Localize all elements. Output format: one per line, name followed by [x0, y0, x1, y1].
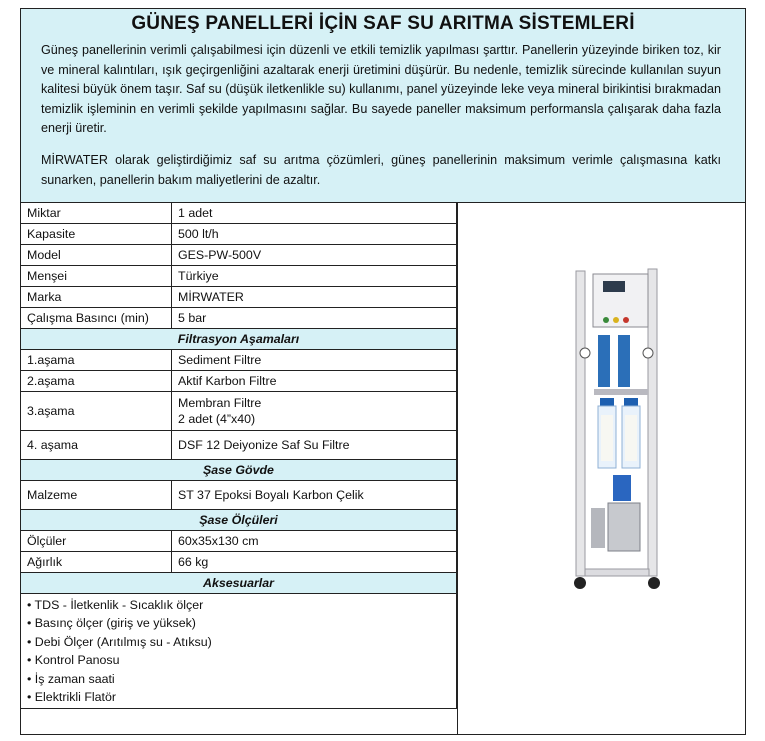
- control-display: [603, 281, 625, 292]
- accessories-heading: Aksesuarlar: [21, 573, 457, 594]
- spec-value: 5 bar: [172, 308, 457, 329]
- section-header-row: [21, 329, 457, 350]
- pump-motor: [608, 503, 640, 551]
- stage-value: Membran Filtre: [178, 396, 262, 410]
- stage-label: 1.aşama: [21, 350, 172, 371]
- spec-row: [21, 245, 457, 266]
- spec-value: 500 lt/h: [172, 224, 457, 245]
- product-image-cell: [457, 203, 745, 734]
- filtration-heading: Filtrasyon Aşamaları: [21, 329, 457, 350]
- spec-value: GES-PW-500V: [172, 245, 457, 266]
- stage-value: DSF 12 Deiyonize Saf Su Filtre: [172, 431, 457, 460]
- dimensions-heading: Şase Ölçüleri: [21, 510, 457, 531]
- dimensions-row: [21, 552, 457, 573]
- indicator-light: [613, 317, 619, 323]
- section-header-row: [21, 460, 457, 481]
- intro-paragraph-2: MİRWATER olarak geliştirdiğimiz saf su arıtma çözümleri, güneş panellerinin maksimum verimle çalışmasına katkı sunarken, panellerin bakım maliyetlerini de azaltır.: [41, 153, 721, 187]
- accessory-item: • Debi Ölçer (Arıtılmış su - Atıksu): [27, 634, 212, 649]
- frame-crossbar: [594, 389, 648, 395]
- dimension-value: 66 kg: [172, 552, 457, 573]
- stage-value-cell: [172, 392, 457, 431]
- pump-head: [613, 475, 631, 501]
- intro-paragraph-1: Güneş panellerinin verimli çalışabilmesi için düzenli ve etkili temizlik yapılması şarttır. Panellerin yüzeyinde biriken toz, kir ve mineral kalıntıları, ışık geçirgenliğini azaltarak enerji üretimini düşürür. Bu nedenle, temizlik sürecinde kullanılan suyun kalitesi büyük önem taşır. Saf su (düşük iletkenlikle su) kullanımı, panel yüzeyinde leke veya mineral birikintisi bırakmadan temizlik işleminin en verimli şekilde yapılmasını sağlar. Bu sayede paneller maksimum performansla çalışarak daha fazla enerji üretir.: [41, 43, 721, 136]
- membrane-housing: [598, 335, 610, 387]
- membrane-housing: [618, 335, 630, 387]
- stage-label: 3.aşama: [21, 392, 172, 431]
- spec-label: Marka: [21, 287, 172, 308]
- indicator-light: [623, 317, 629, 323]
- frame-base: [585, 569, 649, 576]
- chassis-value: ST 37 Epoksi Boyalı Karbon Çelik: [172, 481, 457, 510]
- caster-wheel: [574, 577, 586, 589]
- spec-label: Menşei: [21, 266, 172, 287]
- frame-left-post: [576, 271, 585, 576]
- pressure-gauge-icon: [580, 348, 590, 358]
- filtration-row: [21, 392, 457, 431]
- dimension-label: Ölçüler: [21, 531, 172, 552]
- filtration-row: [21, 431, 457, 460]
- spec-row: [21, 287, 457, 308]
- indicator-light: [603, 317, 609, 323]
- chassis-row: [21, 481, 457, 510]
- stage-value: Sediment Filtre: [172, 350, 457, 371]
- filtration-row: [21, 371, 457, 392]
- spec-row: [21, 266, 457, 287]
- section-header-row: [21, 510, 457, 531]
- accessories-row: [21, 594, 457, 709]
- water-purification-system-image: [458, 203, 744, 732]
- stage-value-detail: 2 adet (4”x40): [178, 412, 256, 426]
- spec-label: Model: [21, 245, 172, 266]
- spec-row: [21, 203, 457, 224]
- stage-label: 2.aşama: [21, 371, 172, 392]
- chassis-heading: Şase Gövde: [21, 460, 457, 481]
- filter-cartridge: [625, 415, 637, 461]
- filtration-row: [21, 350, 457, 371]
- spec-label: Çalışma Basıncı (min): [21, 308, 172, 329]
- page-title: GÜNEŞ PANELLERİ İÇİN SAF SU ARITMA SİSTEMLERİ: [131, 13, 635, 34]
- spec-value: MİRWATER: [172, 287, 457, 308]
- spec-row: [21, 224, 457, 245]
- accessory-item: • İş zaman saati: [27, 671, 115, 686]
- spec-table: [21, 203, 457, 709]
- accessories-list: [21, 594, 457, 709]
- caster-wheel: [648, 577, 660, 589]
- spec-value: 1 adet: [172, 203, 457, 224]
- accessory-item: • Basınç ölçer (giriş ve yüksek): [27, 616, 196, 631]
- frame-strut: [591, 508, 605, 548]
- spec-row: [21, 308, 457, 329]
- dimension-label: Ağırlık: [21, 552, 172, 573]
- stage-value: Aktif Karbon Filtre: [172, 371, 457, 392]
- filter-cap: [624, 398, 638, 406]
- stage-label: 4. aşama: [21, 431, 172, 460]
- spec-label: Kapasite: [21, 224, 172, 245]
- pressure-gauge-icon: [643, 348, 653, 358]
- filter-cartridge: [601, 415, 613, 461]
- accessory-item: • Kontrol Panosu: [27, 653, 120, 668]
- accessory-item: • TDS - İletkenlik - Sıcaklık ölçer: [27, 598, 204, 612]
- filter-cap: [600, 398, 614, 406]
- document-frame: [20, 8, 746, 735]
- frame-right-post: [648, 269, 657, 576]
- dimensions-row: [21, 531, 457, 552]
- intro-header: [21, 9, 745, 203]
- spec-label: Miktar: [21, 203, 172, 224]
- chassis-label: Malzeme: [21, 481, 172, 510]
- dimension-value: 60x35x130 cm: [172, 531, 457, 552]
- section-header-row: [21, 573, 457, 594]
- accessory-item: • Elektrikli Flatör: [27, 690, 117, 705]
- spec-value: Türkiye: [172, 266, 457, 287]
- spec-table-wrapper: [21, 203, 457, 734]
